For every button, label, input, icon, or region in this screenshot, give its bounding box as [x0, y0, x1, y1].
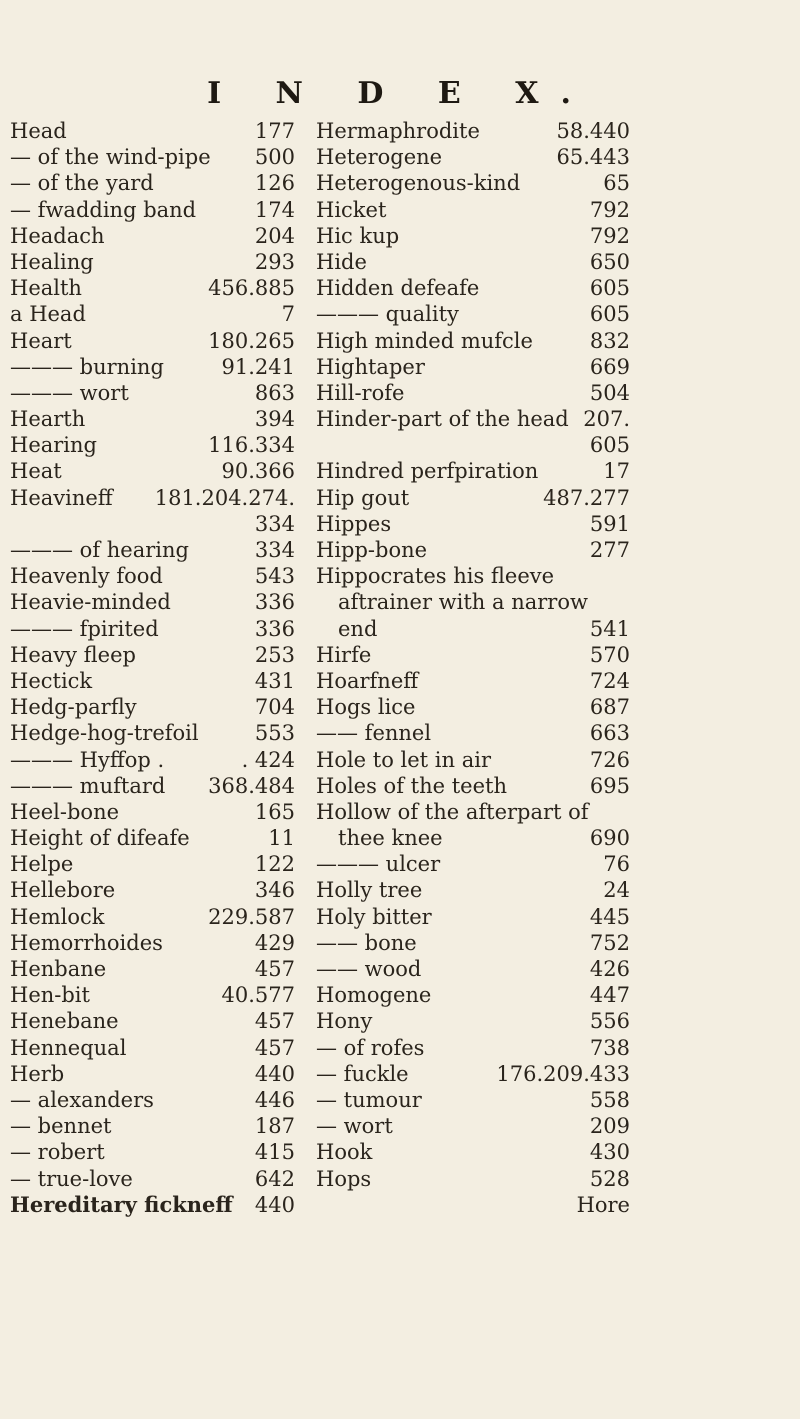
index-entry: [316, 458, 630, 484]
index-term: ——— muftard: [10, 773, 166, 798]
index-entry: [10, 170, 295, 196]
index-entry: [10, 328, 295, 354]
index-entry: [316, 1061, 630, 1087]
page-reference: 394: [254, 407, 295, 432]
page-reference: 457: [254, 1009, 295, 1034]
index-term: Hemorrhoides: [10, 930, 163, 955]
index-term: — fwadding band: [10, 197, 197, 222]
index-entry: [10, 301, 295, 327]
page-reference: 207.: [583, 407, 630, 432]
index-entry: [316, 747, 630, 773]
page-reference: Hore: [576, 1192, 630, 1217]
index-term: Heavy fleep: [10, 642, 136, 667]
index-entry: [316, 1166, 630, 1192]
page-reference: 90.366: [221, 459, 295, 484]
page-reference: 541: [589, 616, 630, 641]
index-entry: [316, 930, 630, 956]
page-reference: 17: [603, 459, 630, 484]
index-entry: [316, 432, 630, 458]
page-reference: 690: [589, 826, 630, 851]
page-reference: 570: [589, 642, 630, 667]
index-term: Heavineff: [10, 485, 113, 510]
index-entry: [316, 354, 630, 380]
index-entry: [316, 956, 630, 982]
index-term: Helpe: [10, 852, 74, 877]
index-entry: [10, 956, 295, 982]
index-entry: [10, 1035, 295, 1061]
index-entry: [10, 720, 295, 746]
page-reference: 650: [589, 249, 630, 274]
page-reference: 687: [589, 695, 630, 720]
page-reference: 122: [254, 852, 295, 877]
right-index-column: [316, 118, 630, 1218]
page-reference: 334: [254, 538, 295, 562]
page-reference: 11: [268, 826, 295, 851]
page-reference: 457: [254, 1035, 295, 1060]
index-entry: [316, 1087, 630, 1113]
index-entry: [316, 720, 630, 746]
index-term: Hook: [316, 1140, 373, 1165]
index-term: Heart: [10, 328, 72, 353]
index-term: ——— quality: [316, 302, 459, 327]
page-reference: 752: [589, 930, 630, 955]
index-entry: [316, 249, 630, 275]
index-term: aftrainer with a narrow: [338, 590, 588, 615]
index-entry: [10, 197, 295, 223]
index-term: Heat: [10, 459, 62, 484]
index-entry: [10, 694, 295, 720]
index-term: Heavie-minded: [10, 590, 171, 615]
page-reference: 187: [254, 1114, 295, 1139]
page-reference: 24: [603, 878, 630, 903]
index-entry: [316, 668, 630, 694]
index-entry: [316, 537, 630, 563]
index-entry: [10, 877, 295, 903]
page-reference: 553: [254, 721, 295, 746]
index-term: Hindred perfpiration: [316, 459, 539, 484]
index-term: ——— fpirited: [10, 616, 159, 641]
index-entry: [316, 275, 630, 301]
index-entry: [316, 1035, 630, 1061]
index-term: Hippocrates his fleeve: [316, 564, 555, 589]
index-entry: [316, 694, 630, 720]
index-term: ——— of hearing: [10, 538, 189, 562]
page-reference: 704: [254, 695, 295, 720]
index-entry: [10, 249, 295, 275]
index-term: — robert: [10, 1140, 105, 1165]
index-term: Healing: [10, 249, 94, 274]
index-term: Hipp-bone: [316, 538, 428, 562]
index-term: Hellebore: [10, 878, 116, 903]
index-entry: [10, 458, 295, 484]
index-term: Hereditary fickneff: [10, 1191, 233, 1217]
index-entry: [10, 616, 295, 642]
page-reference: 431: [254, 668, 295, 693]
index-entry: [10, 1113, 295, 1139]
page-reference: 605: [589, 302, 630, 327]
index-entry: [10, 1166, 295, 1192]
index-entry: [10, 144, 295, 170]
page-reference: 368.484: [208, 773, 295, 798]
page-reference: 528: [589, 1166, 630, 1191]
index-term: Hectick: [10, 668, 93, 693]
page-reference: 277: [589, 538, 630, 562]
index-entry: [10, 511, 295, 537]
index-entry: [10, 773, 295, 799]
index-term: — of the yard: [10, 171, 154, 196]
index-entry: [316, 904, 630, 930]
page-reference: 126: [254, 171, 295, 196]
index-entry: [316, 301, 630, 327]
index-term: Holly tree: [316, 878, 423, 903]
index-entry: [10, 825, 295, 851]
page-reference: 430: [589, 1140, 630, 1165]
page-reference: 116.334: [208, 433, 295, 458]
page-reference: 165: [254, 799, 295, 824]
index-entry: [316, 328, 630, 354]
page-reference: 558: [589, 1087, 630, 1112]
page-reference: 346: [254, 878, 295, 903]
index-term: Homogene: [316, 983, 432, 1008]
index-term: Heavenly food: [10, 564, 163, 589]
index-term: Hearing: [10, 433, 97, 458]
page-reference: 336: [254, 590, 295, 615]
index-entry: [10, 406, 295, 432]
index-term: Hip gout: [316, 485, 410, 510]
page-reference: 204: [254, 223, 295, 248]
page-reference: 174: [254, 197, 295, 222]
page-reference: 440: [254, 1061, 295, 1086]
index-term: — alexanders: [10, 1087, 154, 1112]
page-reference: 738: [589, 1035, 630, 1060]
index-term: thee knee: [338, 826, 443, 851]
index-entry: [10, 537, 295, 563]
index-entry: [316, 118, 630, 144]
index-term: Hippes: [316, 511, 392, 536]
index-term: Hole to let in air: [316, 747, 491, 772]
index-term: Henebane: [10, 1009, 119, 1034]
index-entry: [10, 223, 295, 249]
index-entry: [316, 1008, 630, 1034]
page-reference: 58.440: [556, 119, 630, 143]
page-reference: 336: [254, 616, 295, 641]
index-term: Health: [10, 276, 82, 301]
index-term: — fuckle: [316, 1061, 409, 1086]
index-term: end: [338, 616, 378, 641]
page-reference: 487.277: [543, 485, 630, 510]
index-entry: [10, 118, 295, 144]
index-entry: [316, 773, 630, 799]
index-term: Hemlock: [10, 904, 105, 929]
index-entry: [316, 825, 630, 851]
index-entry: [10, 747, 295, 773]
index-term: Hicket: [316, 197, 387, 222]
page-reference: 726: [589, 747, 630, 772]
page-reference: 65: [603, 171, 630, 196]
index-term: ——— ulcer: [316, 852, 441, 877]
index-term: Headach: [10, 223, 105, 248]
page-reference: 177: [254, 119, 295, 143]
index-term: Head: [10, 119, 67, 143]
page-reference: 669: [589, 354, 630, 379]
index-entry: [10, 930, 295, 956]
index-term: a Head: [10, 302, 86, 327]
index-entry: [10, 668, 295, 694]
page-title: I N D E X.: [207, 76, 593, 111]
index-term: Hogs lice: [316, 695, 416, 720]
left-index-column: [10, 118, 295, 1218]
index-entry: [10, 432, 295, 458]
index-entry: [10, 904, 295, 930]
index-entry: [10, 589, 295, 615]
index-entry: [10, 380, 295, 406]
page-reference: 76: [603, 852, 630, 877]
index-term: Hirfe: [316, 642, 372, 667]
index-entry: [316, 642, 630, 668]
index-entry: [316, 197, 630, 223]
index-term: Heterogenous-kind: [316, 171, 521, 196]
index-term: Hops: [316, 1166, 372, 1191]
index-entry: [10, 982, 295, 1008]
page-reference: 695: [589, 773, 630, 798]
index-term: Hearth: [10, 407, 86, 432]
page-reference: 832: [589, 328, 630, 353]
page-reference: 445: [589, 904, 630, 929]
index-entry: [316, 982, 630, 1008]
page-reference: 500: [254, 145, 295, 170]
index-term: — bennet: [10, 1114, 112, 1139]
page-reference: 65.443: [556, 145, 630, 170]
page-reference: 209: [589, 1114, 630, 1139]
index-term: Hidden defeafe: [316, 276, 480, 301]
page-reference: . 424: [241, 747, 295, 772]
index-term: Hen-bit: [10, 983, 90, 1008]
page-reference: 605: [589, 433, 630, 458]
index-term: Herb: [10, 1061, 65, 1086]
page-reference: 724: [589, 668, 630, 693]
index-term: Hide: [316, 249, 367, 274]
index-entry: [316, 563, 630, 589]
index-entry: [10, 1061, 295, 1087]
index-entry: [10, 1139, 295, 1165]
index-entry: [316, 1113, 630, 1139]
index-term: Heterogene: [316, 145, 443, 170]
index-entry: [316, 616, 630, 642]
index-term: Hedge-hog-trefoil: [10, 721, 199, 746]
index-entry: [316, 799, 630, 825]
page-reference: 792: [589, 197, 630, 222]
index-term: Holes of the teeth: [316, 773, 507, 798]
index-entry: [10, 1192, 295, 1218]
index-term: Hightaper: [316, 354, 425, 379]
page-reference: 293: [254, 249, 295, 274]
page-reference: 447: [589, 983, 630, 1008]
index-term: —— fennel: [316, 721, 432, 746]
index-entry: [316, 170, 630, 196]
index-term: Hic kup: [316, 223, 400, 248]
index-term: Hollow of the afterpart of: [316, 799, 589, 824]
index-term: — of rofes: [316, 1035, 425, 1060]
page-reference: 181.204.274.: [154, 485, 295, 510]
page-reference: 440: [254, 1192, 295, 1217]
index-term: — of the wind-pipe: [10, 145, 211, 170]
page-reference: 792: [589, 223, 630, 248]
index-entry: [10, 851, 295, 877]
page-reference: 253: [254, 642, 295, 667]
index-term: Hill-rofe: [316, 380, 405, 405]
index-term: Hoarfneff: [316, 668, 419, 693]
index-term: ——— Hyffop .: [10, 747, 165, 772]
page-reference: 863: [254, 380, 295, 405]
index-term: —— bone: [316, 930, 417, 955]
page-reference: 504: [589, 380, 630, 405]
index-term: Height of difeafe: [10, 826, 190, 851]
index-entry: [10, 1087, 295, 1113]
page-reference: 229.587: [208, 904, 295, 929]
index-term: —— wood: [316, 957, 422, 981]
index-term: — wort: [316, 1114, 393, 1139]
index-entry: [10, 275, 295, 301]
page-reference: 446: [254, 1087, 295, 1112]
index-entry: [316, 485, 630, 511]
index-term: Hennequal: [10, 1035, 127, 1060]
page-reference: 543: [254, 564, 295, 589]
page-reference: 429: [254, 930, 295, 955]
page-reference: 556: [589, 1009, 630, 1034]
index-entry: [316, 511, 630, 537]
index-term: High minded mufcle: [316, 328, 533, 353]
page-reference: 591: [589, 511, 630, 536]
index-entry: [10, 1008, 295, 1034]
index-entry: [316, 1139, 630, 1165]
index-term: Heel-bone: [10, 799, 120, 824]
index-entry: [10, 642, 295, 668]
page-reference: 663: [589, 721, 630, 746]
page-reference: 605: [589, 276, 630, 301]
index-entry: [10, 354, 295, 380]
index-entry: [316, 380, 630, 406]
index-entry: [10, 485, 295, 511]
page-reference: 334: [254, 511, 295, 536]
index-entry: [316, 851, 630, 877]
page-reference: 91.241: [221, 354, 295, 379]
page-reference: 7: [281, 302, 295, 327]
index-entry: [316, 589, 630, 615]
index-term: Holy bitter: [316, 904, 432, 929]
index-entry: [316, 877, 630, 903]
index-term: Henbane: [10, 957, 107, 981]
page-reference: 415: [254, 1140, 295, 1165]
page-reference: 457: [254, 957, 295, 981]
page-reference: 642: [254, 1166, 295, 1191]
index-term: Hinder-part of the head: [316, 407, 569, 432]
index-entry: [10, 563, 295, 589]
index-entry: [316, 1192, 630, 1218]
index-term: — tumour: [316, 1087, 422, 1112]
index-entry: [316, 144, 630, 170]
index-entry: [316, 223, 630, 249]
page-reference: 426: [589, 957, 630, 981]
index-entry: [10, 799, 295, 825]
index-term: ——— wort: [10, 380, 129, 405]
page-reference: 456.885: [208, 276, 295, 301]
index-entry: [316, 406, 630, 432]
page-reference: 180.265: [208, 328, 295, 353]
index-term: ——— burning: [10, 354, 164, 379]
index-term: Hony: [316, 1009, 373, 1034]
index-term: Hermaphrodite: [316, 119, 480, 143]
page-reference: 176.209.433: [496, 1061, 630, 1086]
page-reference: 40.577: [221, 983, 295, 1008]
index-term: — true-love: [10, 1166, 133, 1191]
index-term: Hedg-parfly: [10, 695, 137, 720]
